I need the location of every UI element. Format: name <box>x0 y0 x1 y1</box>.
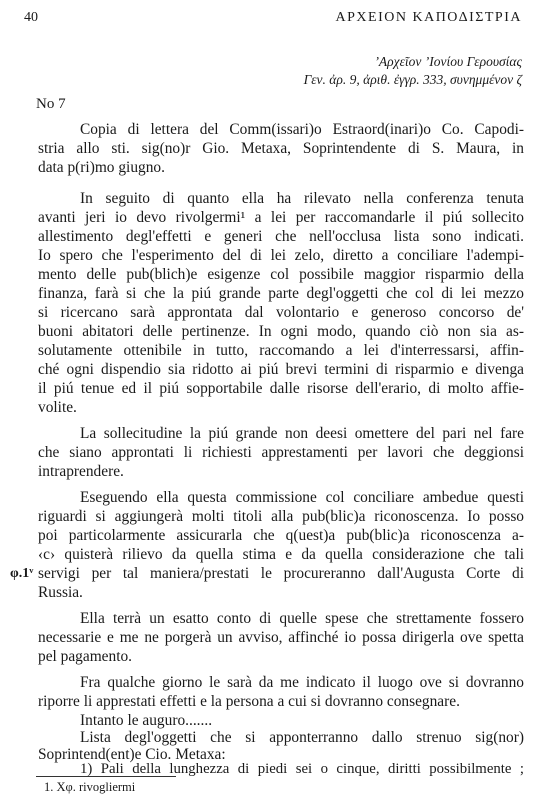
body-line: ché ogni dispendio sia ridotto ai piú brevi termini di risparmio e divenga <box>38 361 524 378</box>
body-line: poi particolarmente assicurarla che q(uest)a pub(blic)a riconoscenza a- <box>38 527 524 544</box>
body-line: intraprendere. <box>38 463 124 480</box>
body-line: Io spero che l'esperimento del di lei zelo, diretto a conciliare l'adempi- <box>38 247 524 264</box>
body-line: solutamente ottenibile in tutto, raccomando a lei d'interressarsi, affin- <box>38 342 524 359</box>
body-line: volite. <box>38 399 77 416</box>
body-line: finanza, farà si che la piú grande parte degl'oggetti che col di lei mezzo <box>38 285 524 302</box>
body-line: Fra qualche giorno le sarà da me indicato il luogo ove si dovranno <box>80 674 524 691</box>
body-line: che siano approntati li richiesti apprestamenti per lavori che deggionsi <box>38 444 524 461</box>
body-line: servigi per tal maniera/prestati le procureranno dall'Augusta Corte di <box>38 565 524 582</box>
footnote: 1. Χφ. rivogliermi <box>44 780 136 794</box>
heading-line: data p(ri)mo giugno. <box>38 159 165 176</box>
source-reference: Γεν. ἀρ. 9, ἀριθ. ἐγγρ. 333, συνημμένον ζ <box>303 72 522 87</box>
running-title: ΑΡΧΕΙΟΝ ΚΑΠΟΔΙΣΤΡΙΑ <box>335 10 522 25</box>
body-line: buoni abitatori delle pertinenze. In ogni modo, quando ciò non sia as- <box>38 323 524 340</box>
body-line: necessarie e me ne porgerà un avviso, affinché io possa dirigerla ove spetta <box>38 629 524 646</box>
body-line: La sollecitudine la piú grande non deesi omettere del pari nel fare <box>80 425 524 442</box>
body-line: riporre li apprestati effetti e la persona a cui si dovranno consegnare. <box>38 693 460 710</box>
closing-line: Intanto le auguro....... <box>80 712 213 729</box>
body-line: riguardi si aggiungerà molti titoli alla pub(blic)a riconoscenza. Io posso <box>38 508 524 525</box>
list-heading-line: Lista degl'oggetti che si apponterranno dallo strenuo sig(nor) <box>80 729 524 746</box>
body-line: si ricercano sarà approntata dal volontario e generoso concorso de' <box>38 304 524 321</box>
body-line: Russia. <box>38 584 83 601</box>
body-line: il piú tenue ed il piú sopportabile dalle risorse dell'erario, di molto affie- <box>38 380 524 397</box>
list-heading-line: Soprintend(ent)e Cio. Metaxa: <box>38 746 226 763</box>
list-item-line: 1) Pali della lunghezza di piedi sei o cinque, diritti possibilmente ; <box>80 762 524 777</box>
source-archive: ʼΑρχεῖον ʼΙονίου Γερουσίας <box>374 54 522 69</box>
heading-line: Copia di lettera del Comm(issari)o Estraord(inari)o Co. Capodi- <box>80 121 524 138</box>
body-line: pel pagamento. <box>38 648 133 665</box>
body-line: mento delle pub(blich)e esigenze col possibile maggior risparmio della <box>38 266 524 283</box>
body-line: allestimento degl'effetti e generi che nell'occlusa lista sono indicati. <box>38 228 524 245</box>
body-line: avanti jeri io devo rivolgermi¹ a lei per raccomandarle il piú sollecito <box>38 209 524 226</box>
body-line: ‹c› quisterà rilievo da quella stima e da quella considerazione che tali <box>38 546 524 563</box>
body-line: Eseguendo ella questa commissione col conciliare ambedue questi <box>80 489 524 506</box>
heading-line: stria allo sti. sig(no)r Gio. Metaxa, Soprintendente di S. Maura, in <box>38 140 524 157</box>
body-line: In seguito di quanto ella ha rilevato nella conferenza tenuta <box>80 190 524 207</box>
margin-folio-note: φ.1ᵛ <box>10 566 34 581</box>
body-line: Ella terrà un esatto conto di quelle spese che strettamente fossero <box>80 610 524 627</box>
document-number: No 7 <box>36 96 66 112</box>
page-number: 40 <box>24 10 38 25</box>
